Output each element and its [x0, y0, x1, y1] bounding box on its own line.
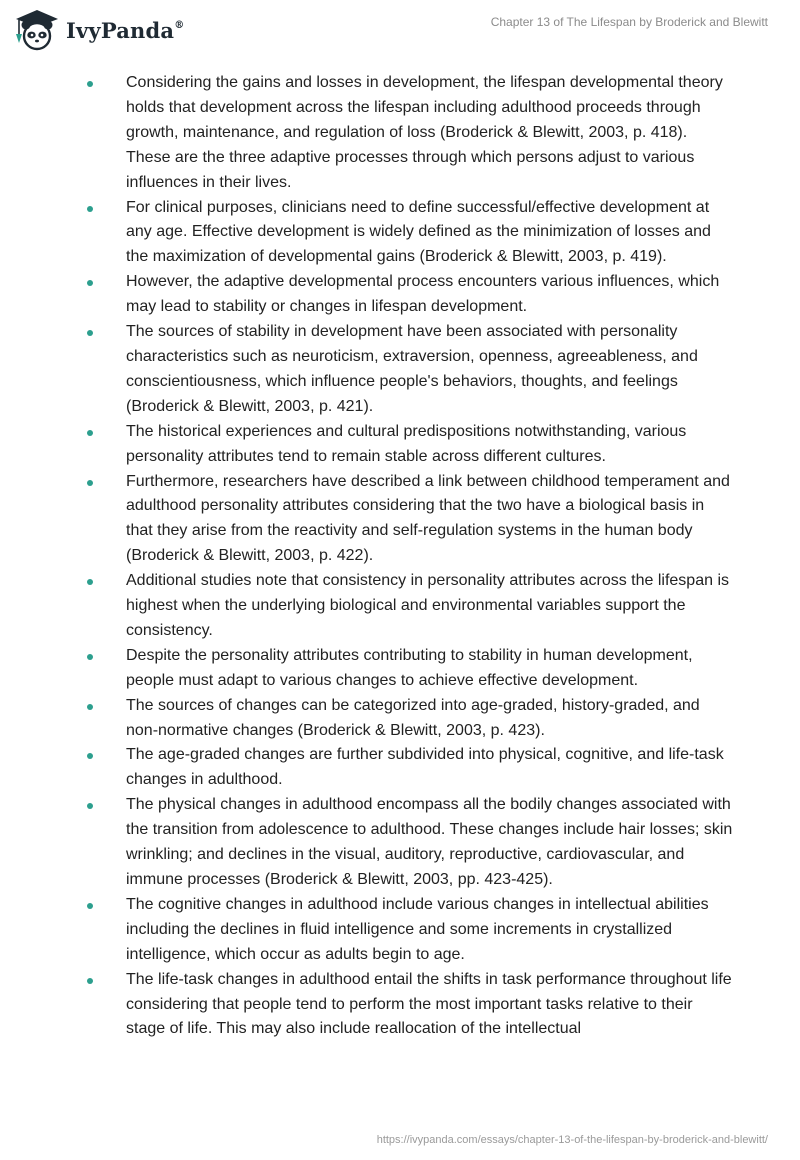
bullet-text: The life-task changes in adulthood entail the shifts in task performance throughout life considering that people tend to perform the most important tasks relative to their stage of life. This may also include reallocation of the intellectual: [126, 970, 732, 1038]
bullet-dot-icon: [87, 704, 93, 710]
bullet-text: The sources of changes can be categorized into age-graded, history-graded, and non-normative changes (Broderick & Blewitt, 2003, p. 423).: [126, 696, 700, 739]
bullet-item: [84, 793, 734, 893]
bullet-text: Considering the gains and losses in development, the lifespan developmental theory holds that development across the lifespan including adulthood proceeds through growth, maintenance, and regulation of loss (Broderick & Blewitt, 2003, p. 418). These are the three adaptive processes through which persons adjust to various influences in their lives.: [126, 74, 723, 191]
registered-mark: ®: [174, 19, 185, 31]
ivypanda-logo[interactable]: [14, 8, 184, 52]
bullet-item: [84, 420, 734, 470]
bullet-item: [84, 694, 734, 744]
document-title: Chapter 13 of The Lifespan by Broderick and Blewitt: [490, 15, 768, 29]
logo-text: IvyPanda: [66, 17, 175, 43]
bullet-dot-icon: [87, 280, 93, 286]
bullet-dot-icon: [87, 654, 93, 660]
bullet-dot-icon: [87, 430, 93, 436]
bullet-item: [84, 470, 734, 570]
bullet-item: [84, 320, 734, 420]
bullet-text: The physical changes in adulthood encompass all the bodily changes associated with the transition from adolescence to adulthood. These changes include hair losses; skin wrinkling; and declines in the visual, auditory, reproductive, cardiovascular, and immune processes (Broderick & Blewitt, 2003, pp. 423-425).: [126, 796, 733, 888]
logo-wordmark: [66, 18, 184, 43]
bullet-text: The cognitive changes in adulthood include various changes in intellectual abilities including the declines in fluid intelligence and some increments in crystallized intelligence, which occur as adults begin to age.: [126, 895, 709, 963]
bullet-item: [84, 968, 734, 1043]
bullet-item: [84, 893, 734, 968]
bullet-dot-icon: [87, 753, 93, 759]
bullet-item: [84, 743, 734, 793]
bullet-dot-icon: [87, 579, 93, 585]
bullet-dot-icon: [87, 903, 93, 909]
bullet-text: The age-graded changes are further subdivided into physical, cognitive, and life-task changes in adulthood.: [126, 746, 724, 789]
bullet-text: Additional studies note that consistency in personality attributes across the lifespan is highest when the underlying biological and environmental variables support the consistency.: [126, 572, 729, 639]
bullet-item: [84, 71, 734, 196]
bullet-item: [84, 196, 734, 271]
bullet-text: Furthermore, researchers have described a link between childhood temperament and adulthood personality attributes considering that the two have a biological basis in that they arise from the reactivity and self-regulation systems in the human body (Broderick & Blewitt, 2003, p. 422).: [126, 472, 730, 565]
bullet-dot-icon: [87, 330, 93, 336]
bullet-dot-icon: [87, 803, 93, 809]
source-url[interactable]: https://ivypanda.com/essays/chapter-13-of-the-lifespan-by-broderick-and-blewitt/: [376, 1134, 768, 1146]
bullet-item: [84, 569, 734, 644]
bullet-item: [84, 644, 734, 694]
essay-content: [84, 71, 734, 1042]
bullet-text: The sources of stability in development have been associated with personality characteristics such as neuroticism, extraversion, openness, agreeableness, and conscientiousness, which influence people's behaviors, thoughts, and feelings (Broderick & Blewitt, 2003, p. 421).: [126, 323, 698, 415]
bullet-text: The historical experiences and cultural predispositions notwithstanding, various personality attributes tend to remain stable across different cultures.: [126, 422, 687, 465]
bullet-dot-icon: [87, 206, 93, 212]
panda-graduation-cap-icon: [14, 8, 60, 52]
bullet-text: However, the adaptive developmental process encounters various influences, which may lead to stability or changes in lifespan development.: [126, 273, 720, 316]
bullet-dot-icon: [87, 978, 93, 984]
bullet-text: Despite the personality attributes contributing to stability in human development, people must adapt to various changes to achieve effective development.: [126, 646, 693, 689]
bullet-list: [84, 71, 734, 1042]
bullet-dot-icon: [87, 480, 93, 486]
bullet-dot-icon: [87, 81, 93, 87]
page-header: [0, 0, 800, 60]
bullet-item: [84, 270, 734, 320]
bullet-text: For clinical purposes, clinicians need to define successful/effective development at any age. Effective development is widely defined as the minimization of losses and the maximization of developmental gains (Broderick & Blewitt, 2003, p. 419).: [126, 198, 711, 266]
